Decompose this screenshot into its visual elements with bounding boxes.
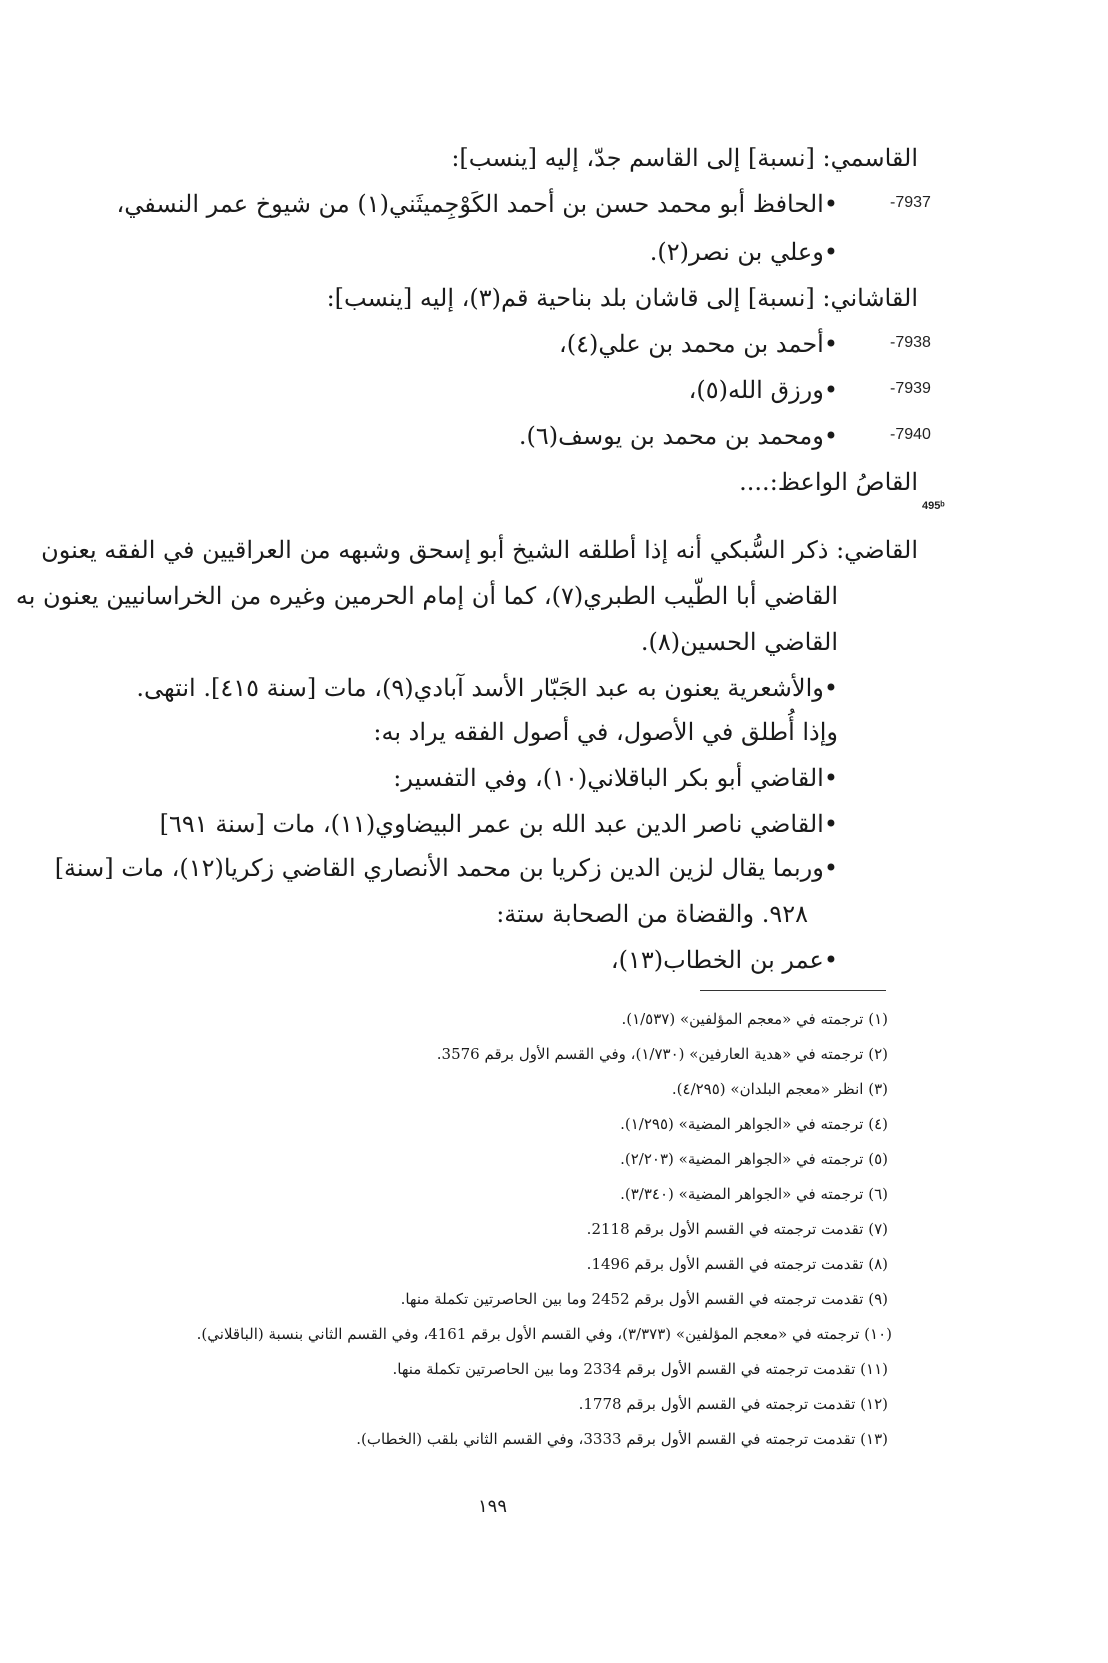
footnote: (١) ترجمته في «معجم المؤلفين» (١/٥٣٧).: [621, 1010, 888, 1028]
heading-qasimi: القاسمي: [نسبة] إلى القاسم جدّ، إليه [ينسب]:: [451, 144, 918, 172]
footnote: (٩) تقدمت ترجمته في القسم الأول برقم 2452 وما بين الحاصرتين تكملة منها.: [400, 1290, 888, 1308]
entry-line: •ورزق الله(٥)،: [688, 376, 838, 404]
entry-line: •والأشعرية يعنون به عبد الجَبّار الأسد آبادي(٩)، مات [سنة ٤١٥]. انتهى.: [136, 674, 838, 702]
footnote: (١٠) ترجمته في «معجم المؤلفين» (٣/٣٧٣)، وفي القسم الأول برقم 4161، وفي القسم الثاني بنسبة (الباقلاني).: [196, 1325, 892, 1343]
entry-number: -7940: [890, 426, 931, 443]
entry-number: -7937: [890, 194, 931, 211]
footnote: (٧) تقدمت ترجمته في القسم الأول برقم 2118.: [586, 1220, 888, 1238]
footnote: (١٢) تقدمت ترجمته في القسم الأول برقم 1778.: [578, 1395, 888, 1413]
footnote: (٨) تقدمت ترجمته في القسم الأول برقم 1496.: [586, 1255, 888, 1273]
body-line: وإذا أُطلق في الأصول، في أصول الفقه يراد به:: [373, 718, 838, 746]
footnote-separator: [700, 990, 886, 991]
body-line: ٩٢٨. والقضاة من الصحابة ستة:: [496, 900, 808, 928]
entry-line: •الحافظ أبو محمد حسن بن أحمد الكَوْجِميثَني(١) من شيوخ عمر النسفي،: [116, 190, 838, 218]
footnote: (٤) ترجمته في «الجواهر المضية» (١/٢٩٥).: [620, 1115, 888, 1133]
manuscript-folio-note: 495ᵇ: [922, 500, 945, 512]
footnote: (٦) ترجمته في «الجواهر المضية» (٣/٣٤٠).: [620, 1185, 888, 1203]
entry-line: •عمر بن الخطاب(١٣)،: [610, 946, 838, 974]
heading-qashani: القاشاني: [نسبة] إلى قاشان بلد بناحية قم(٣)، إليه [ينسب]:: [326, 284, 918, 312]
entry-line: •القاضي ناصر الدين عبد الله بن عمر البيضاوي(١١)، مات [سنة ٦٩١]: [159, 810, 838, 838]
page-number: ١٩٩: [478, 1496, 508, 1517]
footnote: (١١) تقدمت ترجمته في القسم الأول برقم 2334 وما بين الحاصرتين تكملة منها.: [392, 1360, 888, 1378]
entry-line: •وربما يقال لزين الدين زكريا بن محمد الأنصاري القاضي زكريا(١٢)، مات [سنة]: [54, 854, 838, 882]
entry-line: •وعلي بن نصر(٢).: [649, 238, 838, 266]
footnote: (٣) انظر «معجم البلدان» (٤/٢٩٥).: [671, 1080, 888, 1098]
heading-qadi: القاضي: ذكر السُّبكي أنه إذا أطلقه الشيخ أبو إسحق وشبهه من العراقيين في الفقه يعنون: [41, 536, 918, 564]
body-line: القاضي أبا الطّيب الطبري(٧)، كما أن إمام الحرمين وغيره من الخراسانيين يعنون به: [15, 582, 838, 610]
footnote: (٥) ترجمته في «الجواهر المضية» (٢/٢٠٣).: [620, 1150, 888, 1168]
entry-number: -7938: [890, 334, 931, 351]
heading-qas: القاصُ الواعظ:....: [739, 468, 918, 496]
entry-line: •أحمد بن محمد بن علي(٤)،: [559, 330, 838, 358]
entry-line: •القاضي أبو بكر الباقلاني(١٠)، وفي التفسير:: [393, 764, 838, 792]
entry-line: •ومحمد بن محمد بن يوسف(٦).: [518, 422, 838, 450]
entry-number: -7939: [890, 380, 931, 397]
footnote: (١٣) تقدمت ترجمته في القسم الأول برقم 3333، وفي القسم الثاني بلقب (الخطاب).: [356, 1430, 888, 1448]
body-line: القاضي الحسين(٨).: [640, 628, 838, 656]
footnote: (٢) ترجمته في «هدية العارفين» (١/٧٣٠)، وفي القسم الأول برقم 3576.: [436, 1045, 888, 1063]
